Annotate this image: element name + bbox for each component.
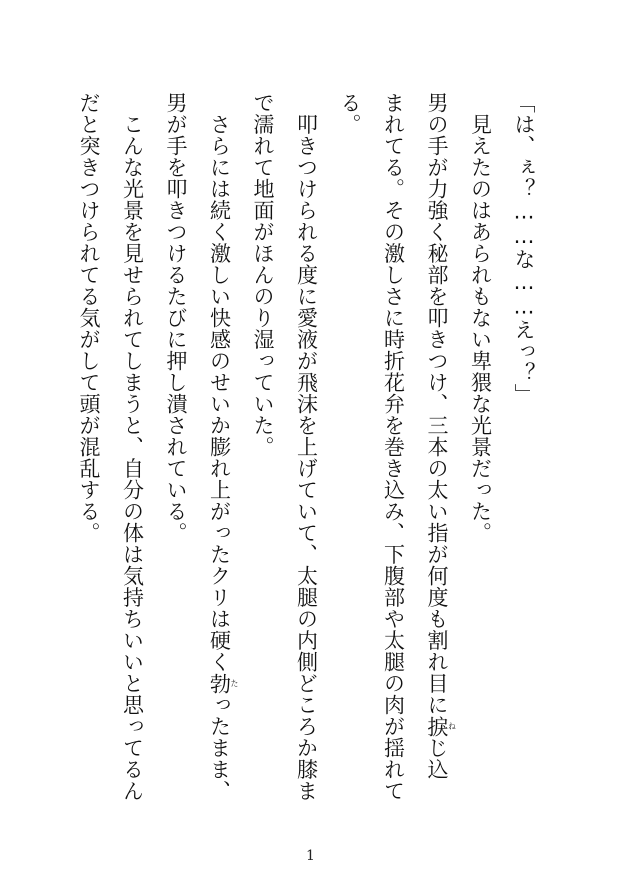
ruby-word: 勃た (207, 672, 239, 694)
text-line: こんな光景を見せられてしまうと、自分の体は気持ちいいと思ってるん (120, 92, 145, 802)
ruby-reading: ね (447, 715, 457, 737)
text-line: 「は、ぇ？……な……えっ？」 (512, 92, 536, 405)
text-line: で濡れて地面がほんのり湿っていた。 (251, 92, 275, 458)
text-line: まれてる。その激しさに時折花弁を巻き込み、下腹部や太腿の肉が揺れて (381, 92, 406, 802)
text-line: 叩きつけられる度に愛液が飛沫を上げていて、太腿の内側どころか膝ま (294, 92, 319, 802)
text-line: さらには続く激しい快感のせいか膨れ上がったクリは硬く勃たったまま、 (207, 92, 239, 802)
text-line: 男の手が力強く秘部を叩きつけ、三本の太い指が何度も割れ目に捩ねじ込 (425, 92, 457, 780)
text-line: だと突きつけられてる気がして頭が混乱する。 (77, 92, 101, 544)
text-line: る。 (338, 92, 362, 135)
page-number: 1 (306, 848, 315, 864)
ruby-word: 捩ね (425, 715, 457, 737)
vertical-text-body (67, 92, 546, 802)
text-line: 見えたのはあられもない卑猥な光景だった。 (468, 92, 493, 544)
text-line: 男が手を叩きつけるたびに押し潰されている。 (164, 92, 188, 544)
ruby-reading: た (230, 672, 239, 694)
